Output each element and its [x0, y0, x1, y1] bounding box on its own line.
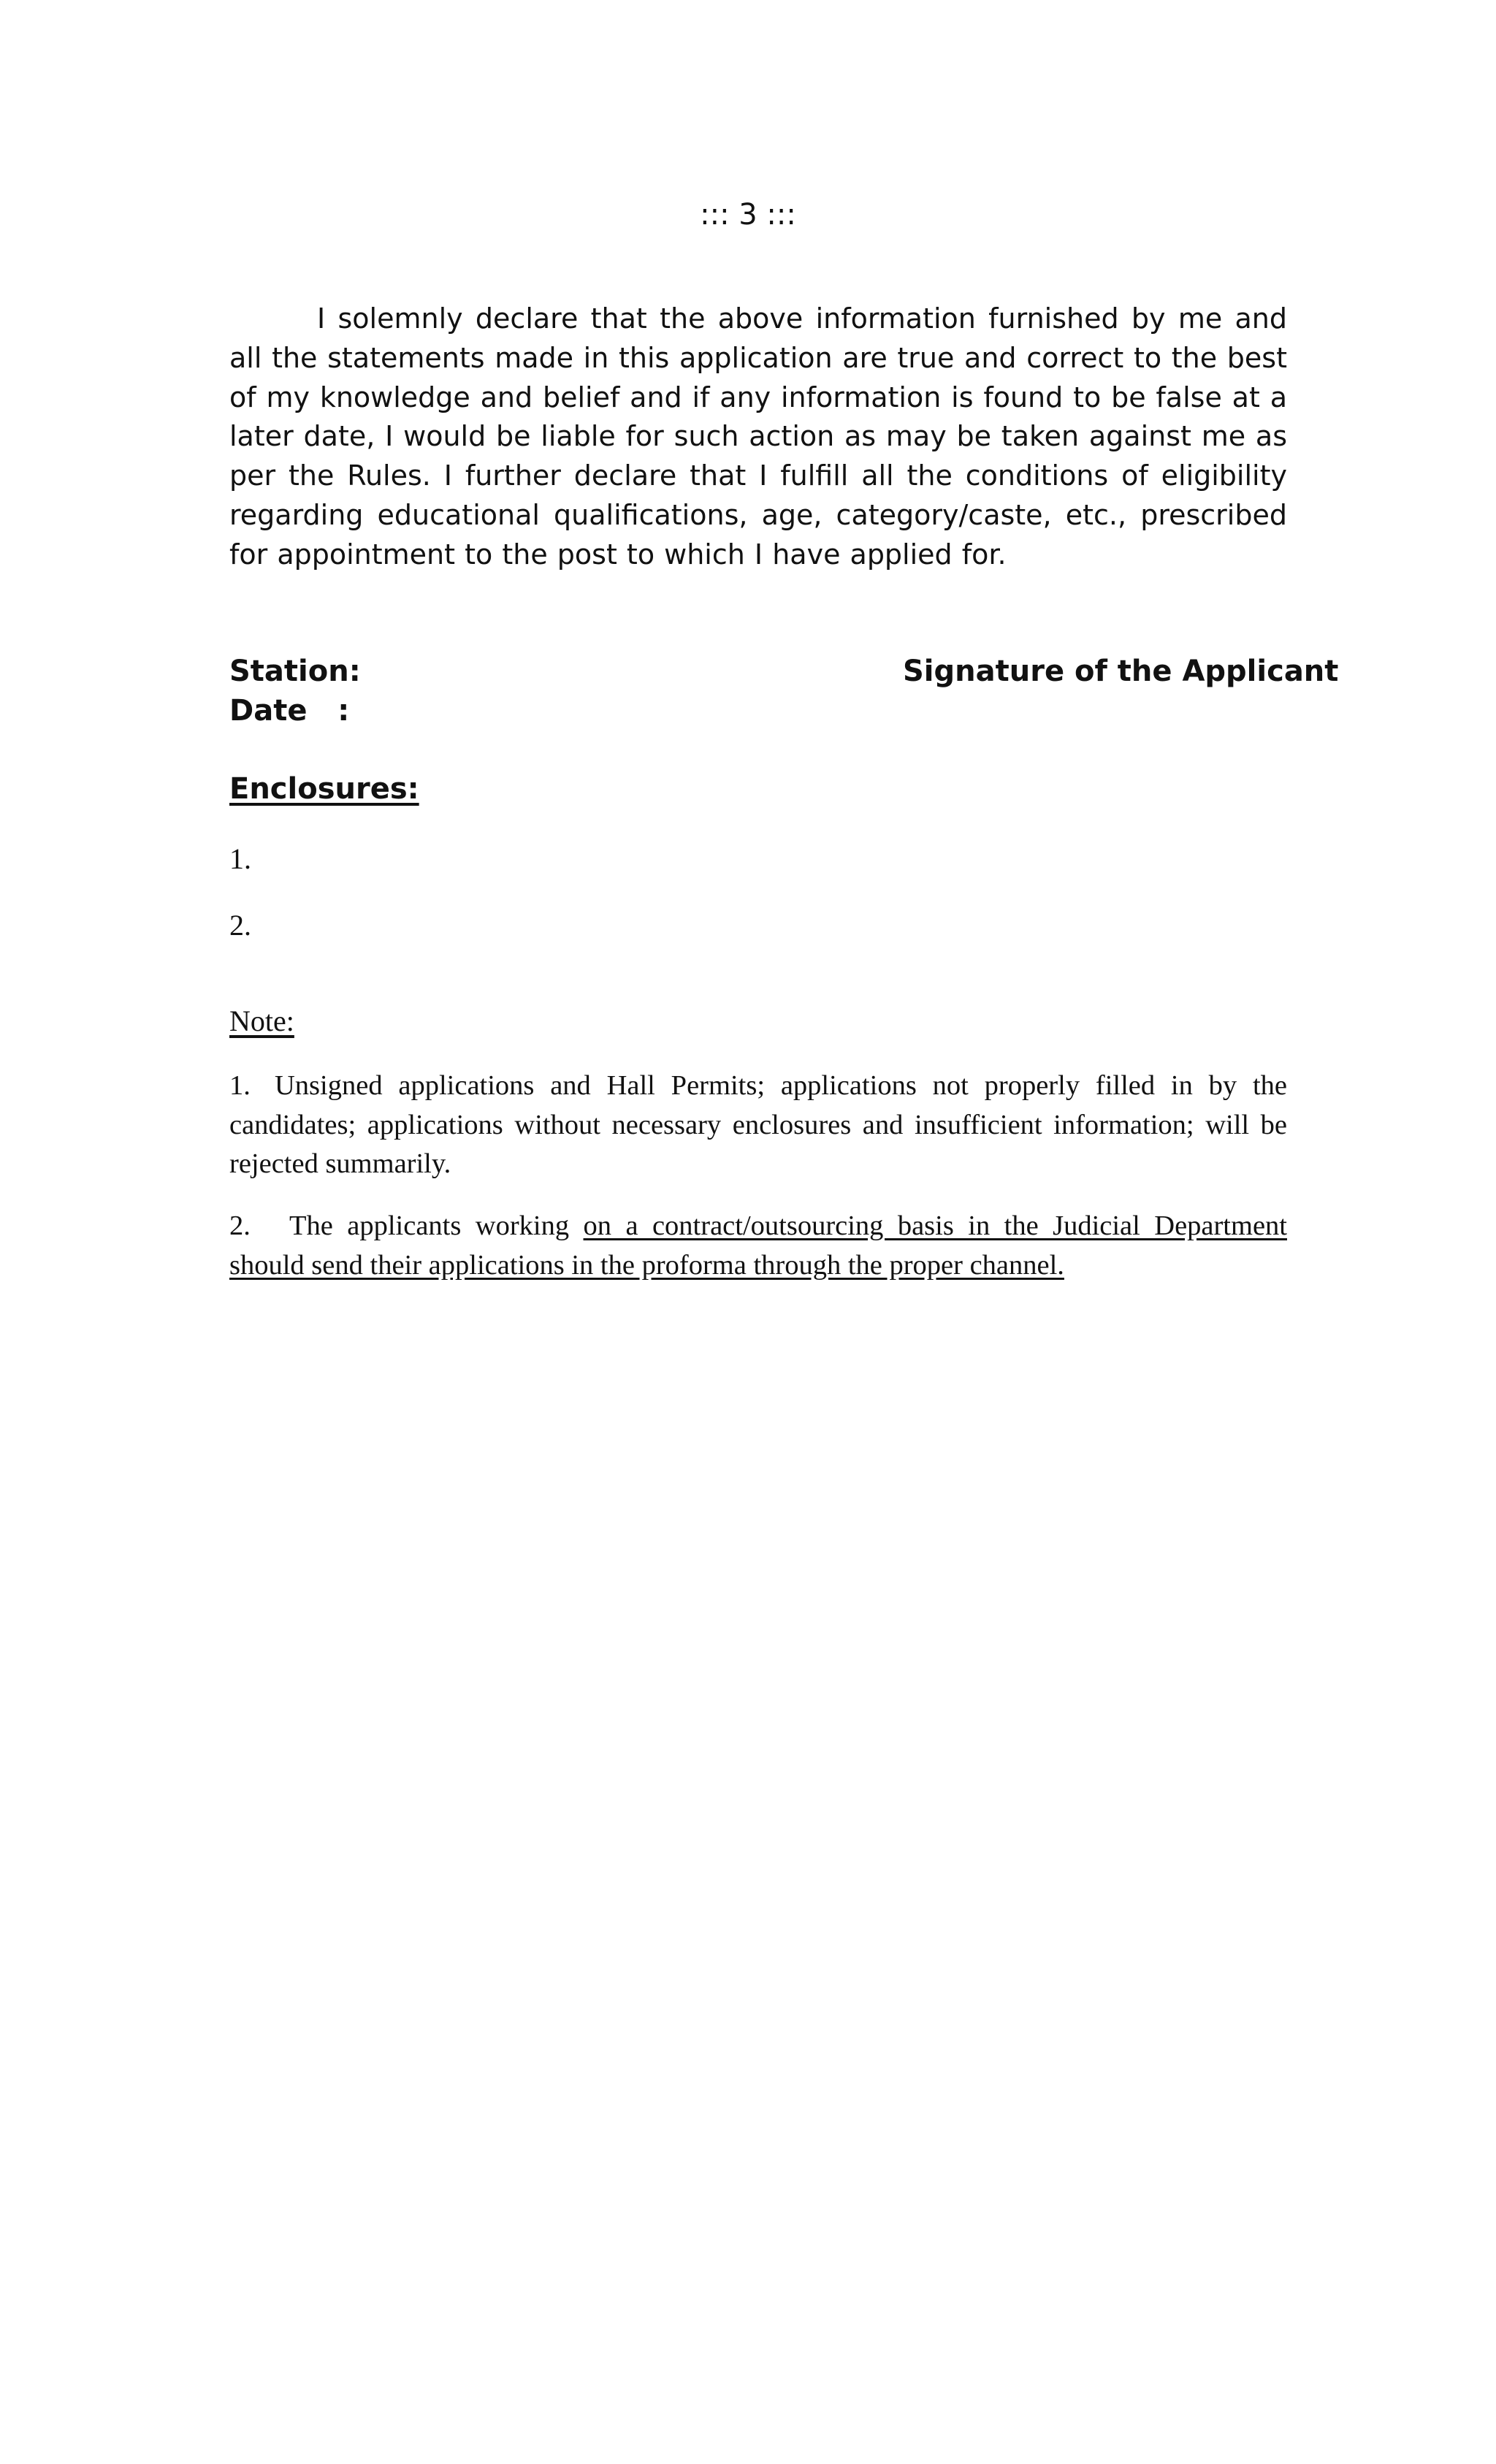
- note-item-2-text: The applicants working: [289, 1210, 584, 1241]
- page-number: ::: 3 :::: [700, 198, 796, 232]
- enclosure-item-1: 1.: [229, 842, 251, 875]
- note-item-2-underlined-text: on a contract/outsourcing basis in the Judicial Department should send their applications in the proforma through the proper channel.: [229, 1210, 1287, 1281]
- note-item-1-text: Unsigned applications and Hall Permits; applications not properly filled in by the candidates; applications without necessary enclosures and insufficient information; will be rejected summarily.: [229, 1070, 1287, 1179]
- note-item-1: [229, 1067, 1287, 1184]
- note-item-2-number: 2.: [229, 1210, 251, 1241]
- note-item-2: [229, 1207, 1287, 1285]
- enclosure-item-2: 2.: [229, 909, 251, 942]
- declaration-paragraph: I solemnly declare that the above information furnished by me and all the statements made in this application are true and correct to the best of my knowledge and belief and if any information is found to be false at a later date, I would be liable for such action as may be taken against me as per the Rules. I further declare that I fulfill all the conditions of eligibility regarding educational qualifications, age, category/caste, etc., prescribed for appointment to the post to which I have applied for.: [229, 302, 1287, 571]
- date-label: Date :: [229, 694, 350, 728]
- note-item-1-number: 1.: [229, 1070, 251, 1101]
- station-label: Station:: [229, 655, 361, 688]
- signature-of-applicant-label: Signature of the Applicant: [903, 655, 1339, 688]
- enclosures-heading: Enclosures:: [229, 772, 419, 806]
- note-heading: Note:: [229, 1004, 294, 1037]
